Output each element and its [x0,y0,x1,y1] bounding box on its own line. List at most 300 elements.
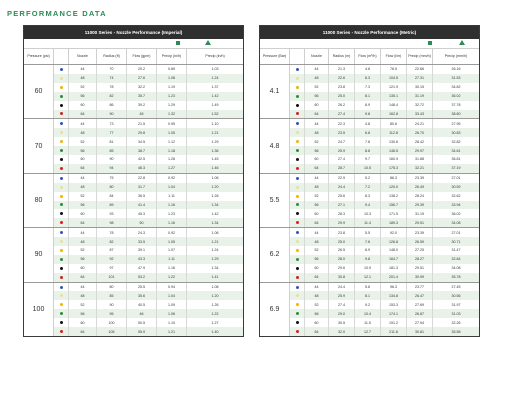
flow-m3h-cell: 11.5 [355,318,381,327]
flow-cell: 35.6 [127,291,157,300]
nozzle-color-cell [290,283,305,292]
nozzle-color-dot-icon [60,321,63,324]
nozzle-color-cell [290,318,305,327]
nozzle-color-cell [54,309,69,318]
table-body [24,65,243,336]
radius-cell: 24.4 [329,183,355,192]
column-headers [260,49,479,65]
radius-cell: 29.0 [329,309,355,318]
precip-square-cell: 0.92 [157,174,187,183]
header-precip-square: Precip (in/h) [157,49,187,64]
nozzle-color-cell [54,192,69,201]
nozzle-color-cell [290,192,305,201]
nozzle-color-dot-icon [60,158,63,161]
nozzle-color-cell [290,155,305,164]
flow-lm-cell: 148.0 [381,246,407,255]
precip-triangle-cell: 1.29 [211,139,219,144]
nozzle-color-cell [54,146,69,155]
precip-triangle-cell: 38.60 [451,111,461,116]
radius-cell: 92 [97,255,127,264]
header-radius: Radius (ft) [97,49,127,64]
radius-cell: 75 [97,174,127,183]
table-row [290,318,479,327]
radius-cell: 29.9 [329,218,355,227]
table-row [290,65,479,74]
radius-cell: 74 [97,74,127,83]
table-row [54,83,243,92]
radius-cell: 93 [97,209,127,218]
precip-triangle-cell: 1.27 [211,320,219,325]
precip-square-cell: 23.77 [407,283,433,292]
radius-cell: 28.3 [329,209,355,218]
nozzle-cell: 56 [69,146,97,155]
header-flow-m3h: Flow (m³/h) [355,49,381,64]
precip-triangle-cell: 1.21 [211,239,219,244]
nozzle-color-cell [54,83,69,92]
table-row [54,246,243,255]
green-square-icon [428,41,432,45]
nozzle-color-cell [290,255,305,264]
table-row [290,283,479,292]
nozzle-color-cell [54,255,69,264]
precip-triangle-cell: 27.01 [451,176,461,181]
table-row [54,65,243,74]
precip-triangle-cell: 35.58 [451,329,461,334]
nozzle-color-dot-icon [296,177,299,180]
nozzle-cell: 44 [69,174,97,183]
precip-triangle-cell: 1.46 [211,166,219,171]
table-row [54,110,243,119]
table-body [260,65,479,336]
table-row [54,155,243,164]
table-row [54,128,243,137]
nozzle-cell: 52 [69,137,97,146]
precip-square-cell: 1.21 [157,327,187,336]
table-row [290,255,479,264]
precip-triangle-cell: 1.21 [211,130,219,135]
precip-square-cell: 27.69 [407,300,433,309]
precip-triangle-cell: 1.22 [211,311,219,316]
precip-triangle-cell: 1.40 [211,329,219,334]
header-nozzle: Nozzle [305,49,329,64]
precip-triangle-cell: 30.83 [451,130,461,135]
nozzle-cell: 44 [69,228,97,237]
nozzle-color-dot-icon [60,177,63,180]
nozzle-color-dot-icon [296,249,299,252]
nozzle-color-dot-icon [296,122,299,125]
nozzle-color-cell [290,183,305,192]
radius-cell: 94 [97,164,127,173]
radius-cell: 32.0 [329,327,355,336]
nozzle-color-cell [54,228,69,237]
nozzle-cell: 64 [305,273,329,282]
flow-cell: 29.8 [127,128,157,137]
precip-triangle-cell: 1.42 [211,94,219,99]
nozzle-cell: 52 [305,246,329,255]
flow-m3h-cell: 8.1 [355,92,381,101]
precip-square-cell: 1.26 [157,155,187,164]
table-row [290,201,479,210]
precip-square-cell: 0.95 [157,119,187,128]
radius-cell: 25.9 [329,146,355,155]
header-precip-triangle: Precip (in/h) [205,54,225,59]
precip-triangle-cell: 34.08 [451,220,461,225]
flow-lm-cell: 174.1 [381,309,407,318]
nozzle-color-cell [54,65,69,74]
icon-row [260,39,479,49]
nozzle-color-cell [54,327,69,336]
flow-m3h-cell: 8.3 [355,192,381,201]
nozzle-color-dot-icon [60,149,63,152]
nozzle-color-dot-icon [60,286,63,289]
flow-lm-cell: 156.7 [381,201,407,210]
nozzle-cell: 56 [69,201,97,210]
nozzle-color-cell [290,246,305,255]
nozzle-color-dot-icon [296,68,299,71]
nozzle-cell: 48 [305,291,329,300]
nozzle-color-dot-icon [60,77,63,80]
precip-square-cell: 28.42 [407,137,433,146]
flow-m3h-cell: 7.6 [355,237,381,246]
flow-m3h-cell: 9.7 [355,155,381,164]
radius-cell: 27.4 [329,155,355,164]
nozzle-cell: 48 [305,74,329,83]
header-flow-lm: Flow (l/m) [381,49,407,64]
flow-m3h-cell: 9.8 [355,110,381,119]
table-row [290,92,479,101]
flow-m3h-cell: 8.8 [355,146,381,155]
flow-m3h-cell: 6.3 [355,74,381,83]
table-row [290,300,479,309]
flow-lm-cell: 120.0 [381,183,407,192]
precip-triangle-cell: 1.06 [211,176,219,181]
flow-m3h-cell: 11.4 [355,218,381,227]
nozzle-color-dot-icon [296,231,299,234]
precip-square-cell: 26.59 [407,237,433,246]
flow-m3h-cell: 5.5 [355,228,381,237]
flow-cell: 46.3 [127,164,157,173]
precip-triangle-cell: 31.47 [451,248,461,253]
precip-triangle-cell: 26.16 [451,67,461,72]
precip-triangle-cell: 36.02 [451,94,461,99]
header-precip-square: Precip (mm/h) [407,49,433,64]
flow-cell: 53.2 [127,273,157,282]
flow-lm-cell: 175.3 [381,164,407,173]
flow-cell: 39.1 [127,246,157,255]
radius-cell: 21.3 [329,65,355,74]
nozzle-color-dot-icon [60,195,63,198]
flow-m3h-cell: 9.2 [355,300,381,309]
precip-square-cell: 30.15 [407,83,433,92]
nozzle-color-dot-icon [296,112,299,115]
table-row [54,291,243,300]
precip-triangle-cell: 1.45 [211,157,219,162]
table-row [54,300,243,309]
table-row [54,237,243,246]
table-row [290,291,479,300]
precip-square-cell: 29.51 [407,264,433,273]
nozzle-color-cell [54,110,69,119]
radius-cell: 25.6 [329,192,355,201]
nozzle-color-dot-icon [296,203,299,206]
header-radius: Radius (m) [329,49,355,64]
flow-lm-cell: 134.8 [381,291,407,300]
precip-triangle-cell: 1.26 [211,302,219,307]
nozzle-color-dot-icon [60,122,63,125]
nozzle-color-dot-icon [296,86,299,89]
radius-cell: 101 [97,273,127,282]
nozzle-cell: 44 [305,283,329,292]
nozzle-cell: 48 [69,237,97,246]
nozzle-color-cell [290,174,305,183]
precip-triangle-cell: 1.08 [211,285,219,290]
radius-cell: 84 [97,192,127,201]
nozzle-color-dot-icon [296,221,299,224]
flow-cell: 21.5 [127,119,157,128]
precip-triangle-cell: 1.37 [211,85,219,90]
precip-triangle-cell: 1.34 [211,220,219,225]
precip-triangle-cell: 1.28 [211,194,219,199]
precip-triangle-cell: 33.94 [451,202,461,207]
nozzle-cell: 44 [305,228,329,237]
flow-cell: 46 [127,309,157,318]
nozzle-color-cell [54,264,69,273]
radius-cell: 100 [97,318,127,327]
table-row [54,164,243,173]
precip-triangle-cell: 27.45 [451,285,461,290]
radius-cell: 78 [97,83,127,92]
radius-cell: 81 [97,137,127,146]
pressure-value: 100 [24,283,54,336]
flow-m3h-cell: 8.9 [355,246,381,255]
flow-m3h-cell: 10.5 [355,164,381,173]
nozzle-cell: 60 [69,209,97,218]
table-row [54,318,243,327]
nozzle-color-cell [290,65,305,74]
radius-cell: 28.0 [329,255,355,264]
precip-square-cell: 1.10 [157,318,187,327]
table-row [290,155,479,164]
flow-m3h-cell: 10.3 [355,209,381,218]
nozzle-color-cell [290,209,305,218]
radius-cell: 82 [97,92,127,101]
precip-triangle-cell: 37.19 [451,166,461,171]
nozzle-color-cell [290,327,305,336]
precip-triangle-cell: 31.97 [451,302,461,307]
flow-lm-cell: 86.3 [381,174,407,183]
pressure-group [24,119,243,173]
table-row [54,201,243,210]
radius-cell: 27.4 [329,300,355,309]
precip-square-cell: 1.27 [157,164,187,173]
flow-lm-cell: 96.3 [381,283,407,292]
table-row [54,273,243,282]
flow-cell: 31.7 [127,183,157,192]
nozzle-color-cell [54,300,69,309]
nozzle-color-dot-icon [296,158,299,161]
nozzle-color-dot-icon [296,294,299,297]
flow-lm-cell: 130.6 [381,137,407,146]
nozzle-color-dot-icon [60,240,63,243]
pressure-group [24,174,243,228]
precip-square-cell: 32.21 [407,164,433,173]
table-row [290,110,479,119]
table-row [54,146,243,155]
precip-triangle-cell: 32.62 [451,194,461,199]
radius-cell: 77 [97,128,127,137]
header-dot [54,49,69,64]
radius-cell: 28.7 [329,164,355,173]
nozzle-color-dot-icon [60,212,63,215]
nozzle-cell: 60 [305,318,329,327]
precip-triangle-cell: 1.03 [211,67,219,72]
pressure-value: 4.1 [260,65,290,118]
flow-lm-cell: 162.8 [381,110,407,119]
precip-square-cell: 31.19 [407,209,433,218]
radius-cell: 24.7 [329,137,355,146]
nozzle-color-dot-icon [296,104,299,107]
nozzle-cell: 52 [69,246,97,255]
nozzle-color-cell [54,101,69,110]
precip-triangle-cell: 1.24 [211,76,219,81]
nozzle-color-cell [54,291,69,300]
nozzle-color-dot-icon [296,95,299,98]
table-row [54,92,243,101]
table-row [54,264,243,273]
nozzle-color-dot-icon [296,303,299,306]
nozzle-color-cell [290,128,305,137]
table-row [54,283,243,292]
nozzle-color-cell [290,83,305,92]
precip-triangle-cell: 32.64 [451,257,461,262]
flow-cell: 42.5 [127,155,157,164]
nozzle-color-cell [54,246,69,255]
nozzle-color-dot-icon [296,276,299,279]
header-flow: Flow (gpm) [127,49,157,64]
pressure-value: 5.5 [260,174,290,227]
pressure-group [260,228,479,282]
pressure-group [260,174,479,228]
precip-triangle-cell: 31.53 [451,76,461,81]
table-title: 11000 Series - Nozzle Performance (Metric) [260,26,479,39]
nozzle-color-cell [290,218,305,227]
precip-square-cell: 0.92 [157,228,187,237]
nozzle-cell: 48 [69,183,97,192]
nozzle-cell: 56 [69,309,97,318]
precip-square-cell: 1.07 [157,246,187,255]
precip-square-cell: 1.09 [157,300,187,309]
precip-square-cell: 30.99 [407,273,433,282]
nozzle-cell: 60 [69,264,97,273]
nozzle-cell: 64 [69,164,97,173]
radius-cell: 23.5 [329,128,355,137]
precip-square-cell: 31.88 [407,155,433,164]
precip-square-cell: 27.94 [407,318,433,327]
nozzle-color-dot-icon [296,140,299,143]
nozzle-color-cell [54,183,69,192]
precip-triangle-cell: 1.36 [211,148,219,153]
nozzle-color-dot-icon [296,77,299,80]
radius-cell: 27.1 [329,201,355,210]
pressure-value: 6.2 [260,228,290,281]
precip-triangle-cell: 34.08 [451,266,461,271]
radius-cell: 26.2 [329,101,355,110]
precip-triangle-cell: 1.20 [211,185,219,190]
flow-cell: 25.5 [127,283,157,292]
nozzle-color-cell [54,92,69,101]
nozzle-color-cell [290,264,305,273]
precip-square-cell: 1.29 [157,101,187,110]
precip-triangle-cell: 35.78 [451,275,461,280]
flow-lm-cell: 153.3 [381,300,407,309]
table-row [290,246,479,255]
nozzle-cell: 52 [69,192,97,201]
nozzle-color-cell [54,273,69,282]
nozzle-color-cell [290,273,305,282]
pressure-value: 80 [24,174,54,227]
radius-cell: 27.4 [329,110,355,119]
radius-cell: 30.8 [329,273,355,282]
precip-square-cell: 0.89 [157,65,187,74]
flow-cell: 47.9 [127,264,157,273]
nozzle-cell: 52 [305,300,329,309]
nozzle-color-cell [54,209,69,218]
flow-lm-cell: 126.8 [381,237,407,246]
precip-square-cell: 23.39 [407,174,433,183]
nozzle-color-cell [290,300,305,309]
table-row [290,101,479,110]
nozzle-cell: 48 [305,128,329,137]
precip-square-cell: 31.19 [407,92,433,101]
flow-lm-cell: 171.5 [381,209,407,218]
precip-square-cell: 1.23 [157,209,187,218]
nozzle-color-dot-icon [296,286,299,289]
precip-square-cell: 22.66 [407,65,433,74]
precip-square-cell: 1.16 [157,218,187,227]
precip-square-cell: 1.04 [157,183,187,192]
nozzle-cell: 56 [305,92,329,101]
flow-lm-cell: 92.0 [381,228,407,237]
flow-cell: 55.9 [127,327,157,336]
radius-cell: 85 [97,146,127,155]
flow-m3h-cell: 4.6 [355,65,381,74]
nozzle-cell: 56 [69,92,97,101]
precip-triangle-cell: 1.29 [211,257,219,262]
flow-lm-cell: 201.4 [381,273,407,282]
nozzle-cell: 52 [305,137,329,146]
nozzle-color-cell [290,92,305,101]
precip-triangle-cell: 37.78 [451,103,461,108]
radius-cell: 85 [97,291,127,300]
flow-cell: 45.3 [127,209,157,218]
precip-triangle-cell: 27.95 [451,121,461,126]
precip-square-cell: 1.19 [157,83,187,92]
nozzle-color-dot-icon [60,95,63,98]
nozzle-cell: 64 [69,110,97,119]
nozzle-cell: 64 [305,110,329,119]
table-row [54,183,243,192]
flow-lm-cell: 76.5 [381,65,407,74]
nozzle-cell: 64 [69,273,97,282]
precip-square-cell: 1.32 [157,110,187,119]
radius-cell: 87 [97,246,127,255]
header-nozzle: Nozzle [69,49,97,64]
radius-cell: 23.8 [329,228,355,237]
table-row [54,137,243,146]
nozzle-cell: 48 [69,291,97,300]
column-headers [24,49,243,65]
nozzle-color-dot-icon [296,131,299,134]
